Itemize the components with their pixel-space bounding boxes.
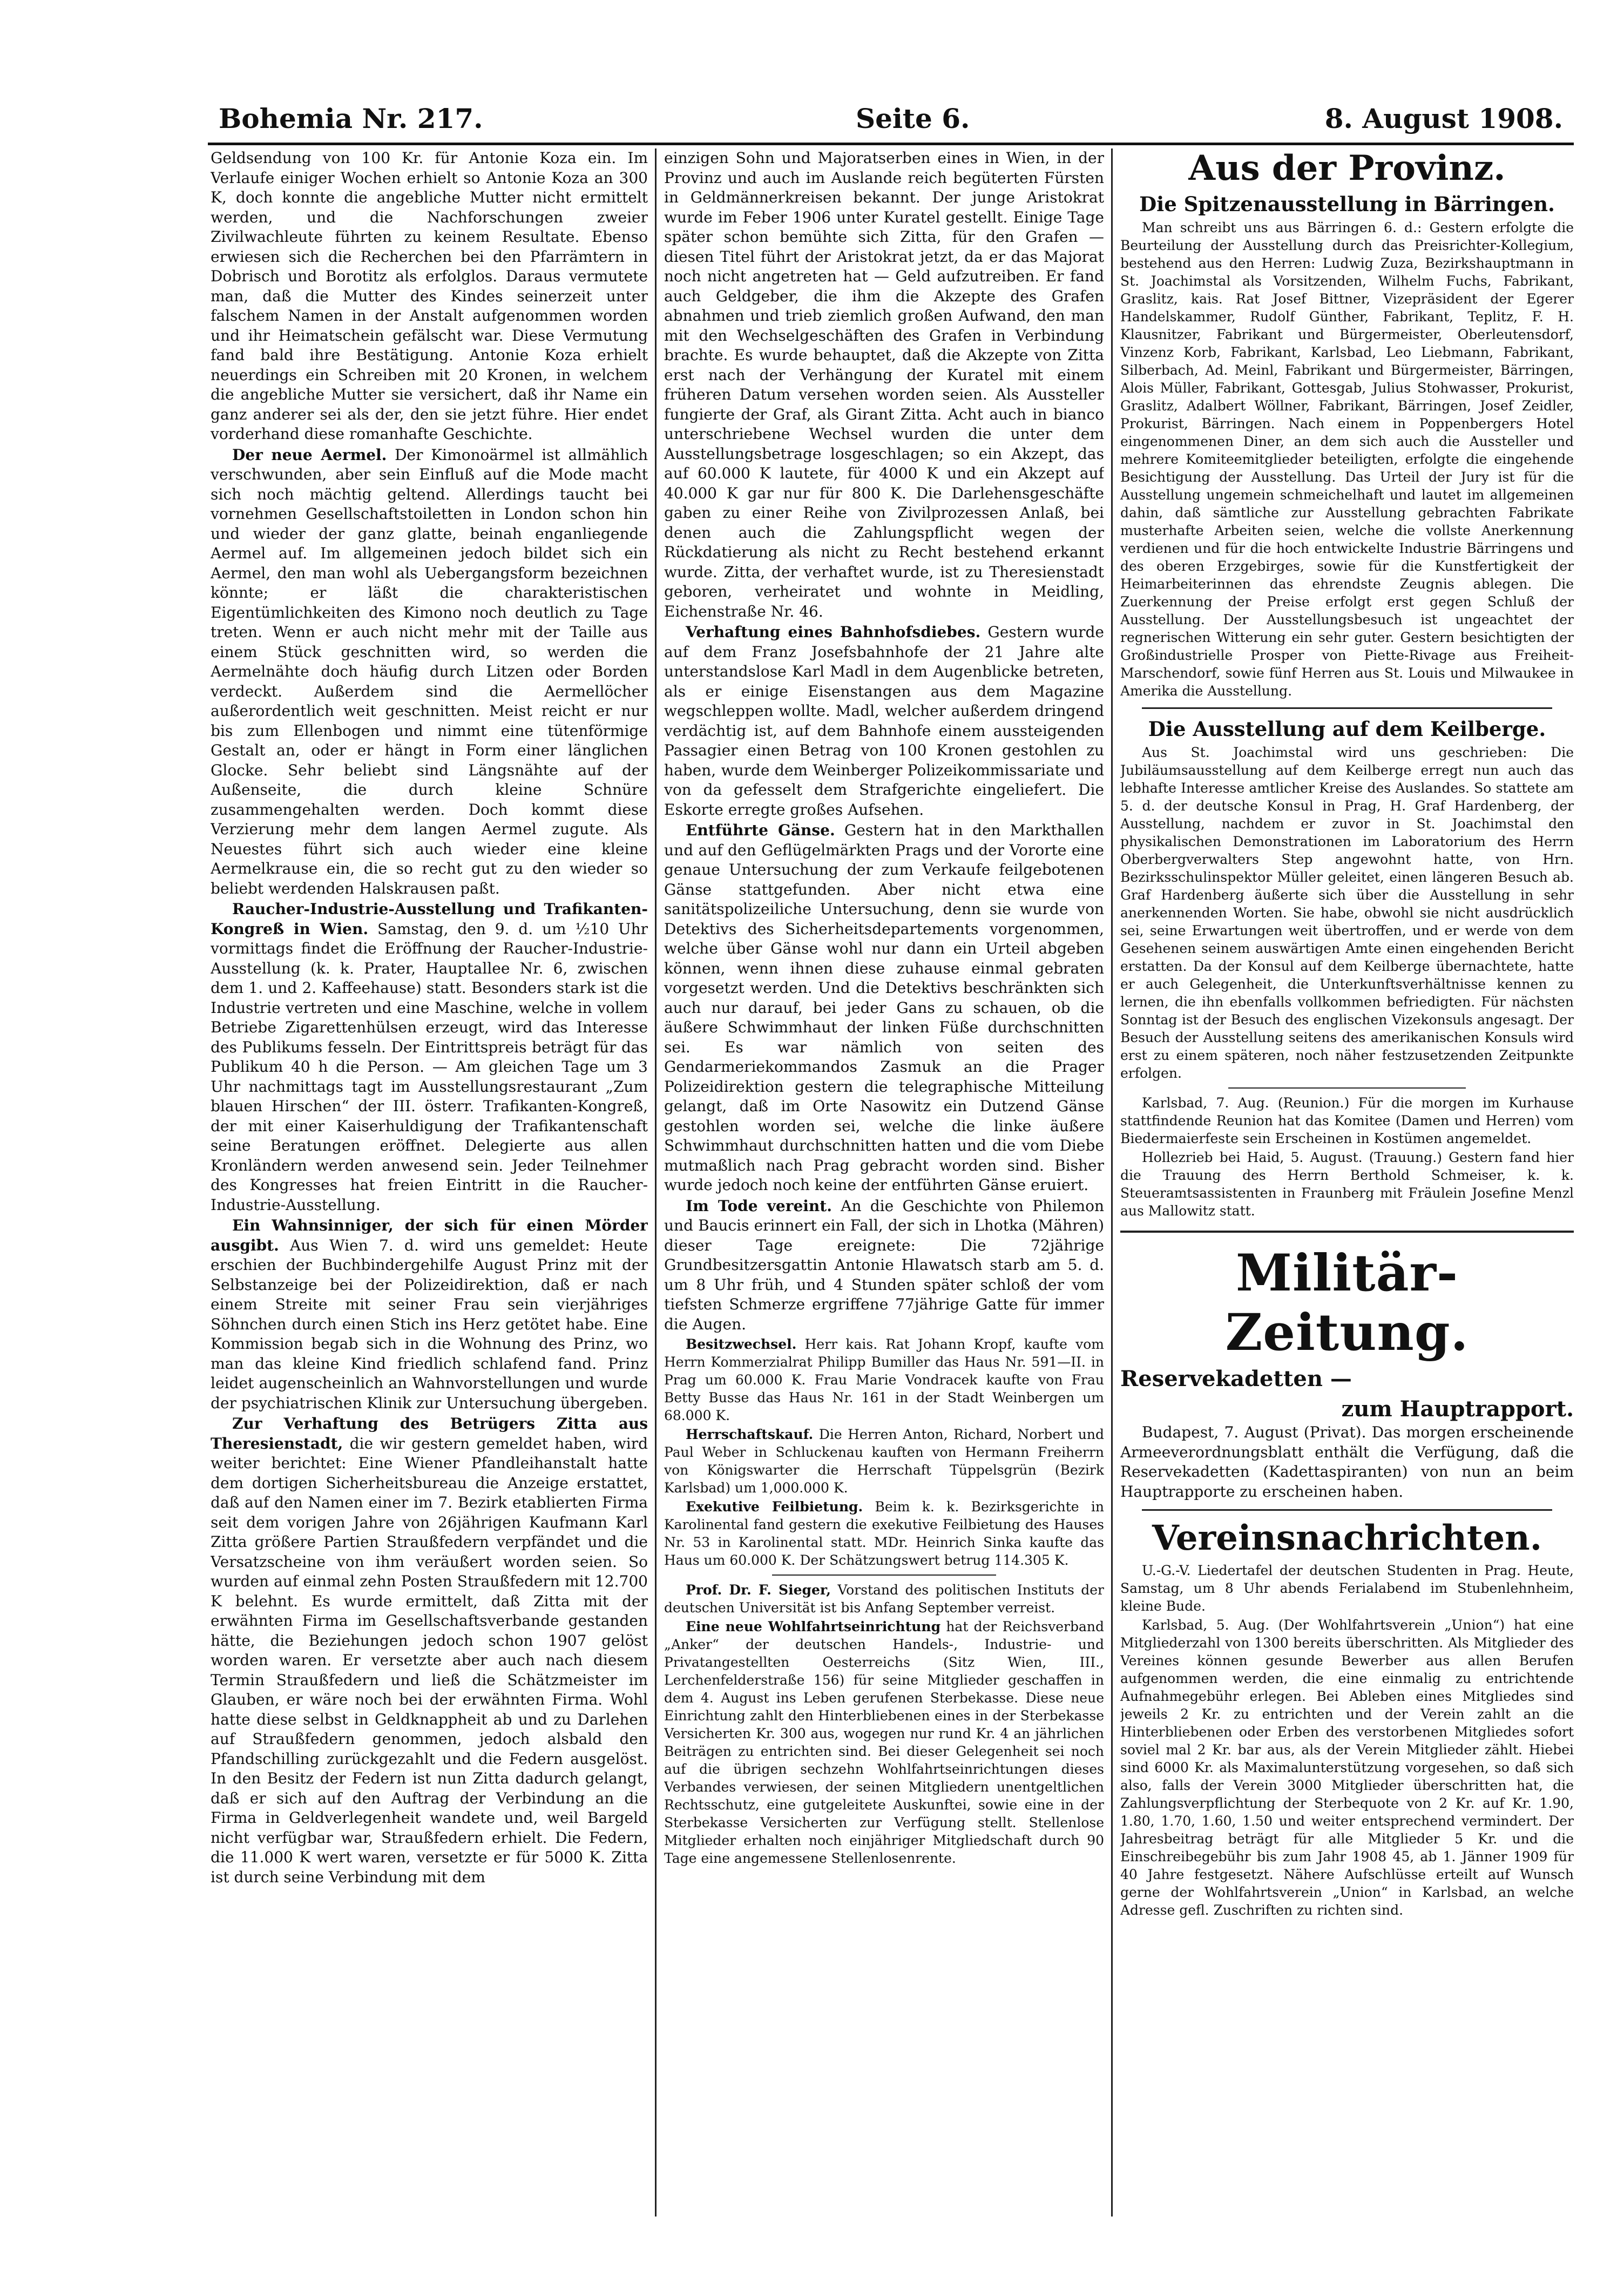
article-subtitle: Reservekadetten — bbox=[1120, 1366, 1352, 1391]
article-spitzen: Man schreibt uns aus Bärringen 6. d.: Gestern erfolgte die Beurteilung der Ausstellung durch das Preisrichter-Kollegium, bestehend aus den Herren: Ludwig Zuza, Bezirkshauptmann in St. Joachimstal als Vorsitzenden, Wilhelm Fuchs, Fabrikant, Graslitz, kais. Rat Josef Bittner, Vizepräsident der Egerer Handelskammer, Rudolf Günther, Fabrikant, Teplitz, F. H. Klausnitzer, Fabrikant und Bürgermeister, Oberleutensdorf, Vinzenz Korb, Fabrikant, Karlsbad, Leo Liebmann, Fabrikant, Silberbach, Ad. Meinl, Fabrikant und Bürgermeister, Bärringen, Alois Müller, Fabrikant, Gottesgab, Julius Stohwasser, Prokurist, Graslitz, Adalbert Wöllner, Fabrikant, Bärringen, Josef Zeidler, Prokurist, Bärringen. Nach einem in Poppenbergers Hotel eingenommenen Diner, an dem sich auch die Aussteller und mehrere Komiteemitglieder beteiligten, erfolgte die eingehende Besichtigung der Ausstellung. Das Urteil der Jury ist für die Ausstellung ungemein schmeichelhaft und lautet im allgemeinen dahin, daß sämtliche zur Ausstellung gebrachten Fabrikate musterhafte Arbeiten seien, welche die vollste Anerkennung verdienen und für die hoch entwickelte Industrie Bärringens und des oberen Erzgebirges, sowie für die Kunstfertigkeit der Heimarbeiterinnen das ehrendste Zeugnis ablegen. Die Zuerkennung der Preise erfolgt erst gegen Schluß der Ausstellung. Der Ausstellungsbesuch ist ungeachtet der regnerischen Witterung ein sehr guter. Gestern besichtigten der Großindustrielle Prosper von Piette-Rivage aus Freiheit-Marschendorf, sowie fünf Herren aus St. Louis und Milwaukee in Amerika die Ausstellung. bbox=[1120, 220, 1574, 699]
column-1 bbox=[211, 148, 648, 1888]
article-body: hat der Reichsverband „Anker“ der deutschen Handels-, Industrie- und Privatangestellten Oesterreichs (Sitz Wien, III., Lerchenfelderstraße 156) für seine Mitglieder geschaffen in dem 4. August ins Leben gerufenen Sterbekasse. Diese neue Einrichtung zahlt den Hinterbliebenen eines in der Sterbekasse Versicherten Kr. 300 aus, wogegen nur rund Kr. 4 an jährlichen Beiträgen zu entrichten sind. Bei dieser Gelegenheit sei noch auf die übrigen sechzehn Wohlfahrtseinrichtungen dieses Verbandes verwiesen, der seinen Mitgliedern unentgeltlichen Rechtsschutz, eine gutgeleitete Auskunftei, sowie eine in der Sterbekasse Versicherten zur Verfügung stellt. Stellenlose Mitglieder erhalten noch einjähriger Mitgliedschaft durch 90 Tage eine angemessene Stellenlosenrente. bbox=[664, 1619, 1104, 1866]
article-lead: Verhaftung eines Bahnhofsdiebes. bbox=[686, 623, 981, 641]
newspaper-page bbox=[208, 97, 1579, 2219]
article-body: Der Kimonoärmel ist allmählich verschwunden, aber sein Einfluß auf die Mode macht sich noch mächtig geltend. Allerdings taucht bei vornehmen Gesellschaftstoiletten in London schon hin und wieder der ganz glatte, beinah enganliegende Aermel auf. Im allgemeinen jedoch bildet sich ein Aermel, den man wohl als Uebergangsform bezeichnen könnte; er läßt die charakteristischen Eigentümlichkeiten des Kimono noch deutlich zu Tage treten. Wenn er auch nicht mehr mit der Taille aus einem Stück geschnitten wird, so werden die Aermelnähte doch häufig durch Litzen oder Borden verdeckt. Außerdem sind die Aermellöcher außerordentlich weit geschnitten. Meist reicht er nur bis zum Ellenbogen und nimmt eine tütenförmige Gestalt an, oder er hängt in Form einer länglichen Glocke. Sehr beliebt sind Längsnähte auf der Außenseite, die durch kleine Schnüre zusammengehalten werden. Doch kommt diese Verzierung mehr dem langen Aermel zugute. Als Neuestes führt sich auch wieder eine kleine Aermelkrause ein, die so recht gut zu den wieder so beliebt werdenden Halskrausen paßt. bbox=[211, 445, 648, 897]
article-lead: Im Tode vereint. bbox=[686, 1197, 832, 1215]
article-lead: Entführte Gänse. bbox=[686, 821, 835, 839]
article-union: Karlsbad, 5. Aug. (Der Wohlfahrtsverein „Union“) hat eine Mitgliederzahl von 1300 bereits überschritten. Als Mitglieder des Vereines können gesunde Bewerber aus allen Berufen aufgenommen werden, die eine einmalig zu entrichtende Aufnahmegebühr erlegen. Bei Ableben eines Mitgliedes sind jeweils 2 Kr. zu entrichten und der Verein zahlt an die Hinterbliebenen oder Erben des verstorbenen Mitgliedes sofort soviel mal 2 Kr. bar aus, als der Verein Mitglieder zählt. Hiebei sind 6000 Kr. als Maximalunterstützung vorgesehen, so daß sich also, falls der Verein 3000 Mitglieder überschritten hat, die Zahlungsverpflichtung der Sterbequote von 2 Kr. auf Kr. 1.90, 1.80, 1.70, 1.60, 1.50 und weiter entsprechend vermindert. Der Jahresbeitrag beträgt für alle Mitglieder 5 Kr. und die Einschreibegebühr bis zum Jahr 1908 45, ab 1. Jänner 1909 für 40 Jahre festgesetzt. Nähere Aufschlüsse erteilt auf Wunsch gerne der Wohlfahrtsverein „Union“ in Karlsbad, an welche Adresse gefl. Zuschriften zu richten sind. bbox=[1120, 1617, 1574, 1918]
article-body: An die Geschichte von Philemon und Baucis erinnert ein Fall, der sich in Lhotka (Mähren) dieser Tage ereignete: Die 72jährige Grundbesitzersgattin Antonie Hlawatsch starb am 5. d. um 8 Uhr früh, und 4 Stunden später schloß der vom tiefsten Schmerze ergriffene 77jährige Gatte für immer die Augen. bbox=[664, 1197, 1104, 1333]
paper-issue: Bohemia Nr. 217. bbox=[219, 103, 483, 134]
article-body: Beim k. k. Bezirksgerichte in Karolinental fand gestern die exekutive Feilbietung des Hauses Nr. 53 in Karolinental statt. MDr. Heinrich Sinka kaufte das Haus um 60.000 K. Der Schätzungswert betrug 114.305 K. bbox=[664, 1499, 1104, 1568]
column-rule bbox=[1111, 148, 1113, 2217]
article-lead: Raucher-Industrie-Ausstellung und Trafikanten-Kongreß in Wien. bbox=[211, 900, 648, 938]
article-reservekadetten: Budapest, 7. August (Privat). Das morgen erscheinende Armeeverordnungsblatt enthält die Verfügung, daß die Reservekadetten (Kadettaspiranten) von nun an beim Hauptrapporte zu erscheinen haben. bbox=[1120, 1423, 1574, 1501]
article-lead: Prof. Dr. F. Sieger, bbox=[686, 1582, 831, 1598]
section-title-provinz: Aus der Provinz. bbox=[1188, 148, 1506, 188]
article-subtitle: zum Hauptrapport. bbox=[1341, 1396, 1574, 1422]
page-number: Seite 6. bbox=[856, 103, 970, 134]
article-lead: Der neue Aermel. bbox=[232, 445, 387, 464]
article-liedertafel: U.-G.-V. Liedertafel der deutschen Studenten in Prag. Heute, Samstag, um 8 Uhr abends Ferialabend im Stubenlehnheim, kleine Bude. bbox=[1120, 1563, 1574, 1614]
article-herrschaftskauf bbox=[664, 1425, 1104, 1497]
article-bahnhofsdieb bbox=[664, 623, 1104, 820]
article-hollezrieb: Hollezrieb bei Haid, 5. August. (Trauung.) Gestern fand hier die Trauung des Herrn Berthold Schmeiser, k. k. Steueramtsassistenten in Fraunberg mit Fräulein Josefine Menzl aus Mallowitz statt. bbox=[1120, 1150, 1574, 1219]
column-rule bbox=[655, 148, 657, 2217]
section-title-militaer: Militär-Zeitung. bbox=[1225, 1244, 1469, 1362]
divider bbox=[1228, 1087, 1466, 1089]
divider bbox=[1120, 1231, 1574, 1233]
article-feilbietung bbox=[664, 1498, 1104, 1569]
article-body: Die Herren Anton, Richard, Norbert und Paul Weber in Schluckenau kauften von Hermann Freiherrn von Königswarter die Herrschaft Tüppelsgrün (Bezirk Karlsbad) um 1,000.000 K. bbox=[664, 1427, 1104, 1496]
article-besitzwechsel bbox=[664, 1335, 1104, 1424]
article-body: Vorstand des politischen Instituts der deutschen Universität ist bis Anfang September verreist. bbox=[664, 1582, 1104, 1616]
article-wahnsinniger bbox=[211, 1216, 648, 1413]
article-lead: Herrschaftskauf. bbox=[686, 1427, 814, 1442]
article-lead: Ein Wahnsinniger, der sich für einen Mörder ausgibt. bbox=[211, 1217, 648, 1254]
divider bbox=[1142, 1509, 1552, 1511]
header-rule bbox=[208, 143, 1574, 145]
article-lead: Eine neue Wohlfahrtseinrichtung bbox=[686, 1619, 941, 1634]
article-lead: Exekutive Feilbietung. bbox=[686, 1499, 863, 1515]
article-zitta-continued: einzigen Sohn und Majoratserben eines in Wien, in der Provinz und auch im Auslande reich begüterten Fürsten in Geldmännerkreisen bekannt. Der junge Aristokrat wurde im Feber 1906 unter Kuratel gestellt. Einige Tage später schon bemühte sich Zitta, für den Grafen — diesen Titel führt der Aristokrat jetzt, da er das Majorat noch nicht angetreten hat — Geld aufzutreiben. Er fand auch Geldgeber, die ihm die Akzepte des Grafen abnahmen und trieb ziemlich großen Aufwand, den man mit den Wechselgeschäften des Grafen in Verbindung brachte. Es wurde behauptet, daß die Akzepte von Zitta erst nach der Verhängung der Kuratel mit einem früheren Datum versehen worden seien. Als Aussteller fungierte der Graf, als Girant Zitta. Acht auch in bianco unterschriebene Wechsel wurden die unter dem Ausstellungsbetrage losgeschlagen; so ein Akzept, das auf 60.000 K lautete, für 4000 K und ein Akzept auf 40.000 K gar nur für 800 K. Die Darlehensgeschäfte gaben zu einer Reihe von Zivilprozessen Anlaß, bei denen auch die Zahlungspflicht wegen der Rückdatierung als nicht zu Recht bestehend erkannt wurde. Zitta, der verhaftet wurde, ist zu Theresienstadt geboren, verheiratet und wohnte in Meidling, Eichenstraße Nr. 46. bbox=[664, 149, 1104, 620]
section-title-vereine: Vereinsnachrichten. bbox=[1152, 1518, 1542, 1558]
column-3 bbox=[1120, 148, 1574, 1920]
issue-date: 8. August 1908. bbox=[1324, 103, 1563, 134]
article-wohlfahrt bbox=[664, 1618, 1104, 1867]
divider bbox=[1142, 707, 1552, 709]
article-body: Samstag, den 9. d. um ½10 Uhr vormittags findet die Eröffnung der Raucher-Industrie-Ausstellung (k. k. Prater, Hauptallee Nr. 6, zwischen dem 1. und 2. Kaffeehause) statt. Besonders stark ist die Industrie vertreten und eine Maschine, welche in vollem Betriebe Zigarettenhülsen erzeugt, wird das Interesse des Publikums fesseln. Der Eintrittspreis beträgt für das Publikum 40 h die Person. — Am gleichen Tage um 3 Uhr nachmittags tagt im Ausstellungsrestaurant „Zum blauen Hirschen“ der III. österr. Trafikanten-Kongreß, der mit einer Kaiserhuldigung der Trafikantenschaft seine Beratungen eröffnet. Delegierte aus allen Kronländern werden anwesend sein. Jeder Teilnehmer des Kongresses hat freien Eintritt in die Raucher-Industrie-Ausstellung. bbox=[211, 920, 648, 1214]
article-lead: Besitzwechsel. bbox=[686, 1336, 797, 1352]
divider bbox=[772, 1575, 996, 1576]
article-aermel bbox=[211, 445, 648, 899]
article-keilberg: Aus St. Joachimstal wird uns geschrieben: Die Jubiläumsausstellung auf dem Keilberge erregt nun auch das lebhafte Interesse amtlicher Kreise des Auslandes. So stattete am 5. d. der deutsche Konsul in Prag, H. Graf Hardenberg, der Ausstellung, nachdem er zuvor in St. Joachimstal den physikalischen Demonstrationen im Laboratorium des Herrn Oberbergverwalters Step angewohnt hatte, von Hrn. Bezirksschulinspektor Müller geleitet, einen längeren Besuch ab. Graf Hardenberg äußerte sich über die Ausstellung in sehr anerkennenden Worten. Sie habe, obwohl sie nicht ausdrücklich sei, seine Erwartungen weit übertroffen, und er werde von dem Gesehenen seinem auswärtigen Amte einen eingehenden Bericht erstatten. Da der Konsul auf dem Keilberge übernachtete, hatte er auch Gelegenheit, die Unterkunftsverhältnisse kennen zu lernen, die ihn ebenfalls vollkommen befriedigten. Für nächsten Sonntag ist der Besuch des englischen Vizekonsuls angesagt. Der Besuch der Ausstellung seitens des amerikanischen Konsuls wird erst zu einem späteren, noch näher festzusetzenden Zeitpunkte erfolgen. bbox=[1120, 745, 1574, 1081]
article-body: die wir gestern gemeldet haben, wird weiter berichtet: Eine Wiener Pfandleihanstalt hatte dem dortigen Sicherheitsbureau die Anzeige erstattet, daß auf den Namen einer im 7. Bezirk etablierten Firma seit dem vorigen Jahre von 26jährigen Kaufmann Karl Zitta größere Partien Straußfedern verpfändet und die Versatzscheine von ihm veräußert worden seien. So wurden auf einmal zehn Posten Straußfedern mit 12.700 K belehnt. Es wurde ermittelt, daß Zitta mit der erwähnten Firma im Gesellschaftsverbande gestanden hätte, die Beziehungen jedoch schon 1907 gelöst worden waren. Er versetzte aber auch nach diesem Termin Straußfedern und ließ die Schätzmeister im Glauben, er wäre noch bei der erwähnten Firma. Wohl hatte diese selbst in Geldknappheit ab und zu Darlehen auf Straußfedern genommen, jedoch alsbald den Pfandschilling zurückgezahlt und die Federn ausgelöst. In den Besitz der Federn ist nun Zitta dadurch gelangt, daß er sich auf den Auftrag der Verbindung an die Firma in Geldverlegenheit wandete und, weil Bargeld nicht verfügbar war, Straußfedern erhielt. Die Federn, die 11.000 K wert waren, versetzte er für 5000 K. Zitta ist durch seine Verbindung mit dem bbox=[211, 1434, 648, 1886]
article-title-keilberg: Die Ausstellung auf dem Keilberge. bbox=[1148, 717, 1546, 741]
article-body: Aus Wien 7. d. wird uns gemeldet: Heute erschien der Buchbindergehilfe August Prinz mit der Selbstanzeige bei der Polizeidirektion, daß er nach einem Streite mit seiner Frau sein vierjähriges Söhnchen durch einen Stich ins Herz getötet habe. Eine Kommission begab sich in die Wohnung des Prinz, wo man das kleine Kind friedlich schlafend fand. Prinz leidet augenscheinlich an Wahnvorstellungen und wurde der psychiatrischen Klinik zur Untersuchung übergeben. bbox=[211, 1236, 648, 1412]
article-title-spitzen: Die Spitzenausstellung in Bärringen. bbox=[1139, 192, 1555, 216]
article-body: Gestern hat in den Markthallen und auf den Geflügelmärkten Prags und der Vororte eine genaue Untersuchung der zum Verkaufe feilgebotenen Gänse stattgefunden. Aber nicht etwa eine sanitätspolizeiliche Untersuchung, denn sie wurde von Detektivs des Sicherheitsdepartements vorgenommen, welche über Gänse wohl nur dann ein Urteil abgeben können, wenn ihnen diese zuhause einmal gebraten vorgesetzt werden. Und die Detektivs beschränkten sich auch nur darauf, bei jeder Gans zu schauen, ob die äußere Schwimmhaut der linken Füße durchschnitten sei. Es war nämlich von seiten des Gendarmeriekommandos Zasmuk an die Prager Polizeidirektion gestern die telegraphische Mitteilung gelangt, daß im Orte Nasowitz ein Dutzend Gänse gestohlen worden sei, welche die linke äußere Schwimmhaut durchschnitten hatten und die vom Diebe mutmaßlich nach Prag gebracht worden sind. Bisher wurde jedoch noch keine der entführten Gänse eruiert. bbox=[664, 821, 1104, 1194]
article-gaense bbox=[664, 821, 1104, 1195]
article-karlsbad-reunion: Karlsbad, 7. Aug. (Reunion.) Für die morgen im Kurhause stattfindende Reunion hat das Komitee (Damen und Herren) vom Biedermaierfeste sein Erscheinen in Kostümen angemeldet. bbox=[1120, 1095, 1574, 1146]
article-im-tode-vereint bbox=[664, 1197, 1104, 1335]
page-header bbox=[208, 97, 1568, 140]
article-koza-continued: Geldsendung von 100 Kr. für Antonie Koza ein. Im Verlaufe einiger Wochen erhielt so Antonie Koza an 300 K, doch konnte die angebliche Mutter nicht ermittelt werden, und die Nachforschungen zweier Zivilwachleute führten zu keinem Resultate. Ebenso erwiesen sich die Recherchen bei den Pfarrämtern in Dobrisch und Borotitz als erfolglos. Daraus vermutete man, daß die Mutter des Kindes seinerzeit unter falschem Namen in der Anstalt aufgenommen worden und ihr Heimatschein gefälscht war. Diese Vermutung fand bald ihre Bestätigung. Antonie Koza erhielt neuerdings ein Schreiben mit 20 Kronen, in welchem die angebliche Mutter sie versichert, daß ihr Name ein ganz anderer sei als der, den sie jetzt führe. Hier endet vorderhand diese romanhafte Geschichte. bbox=[211, 149, 648, 443]
article-lead: Zur Verhaftung des Betrügers Zitta aus Theresienstadt, bbox=[211, 1415, 648, 1452]
article-zitta bbox=[211, 1414, 648, 1887]
article-body: Herr kais. Rat Johann Kropf, kaufte vom Herrn Kommerzialrat Philipp Bumiller das Haus Nr. 591—II. in Prag um 60.000 K. Frau Marie Vondracek kaufte von Frau Betty Busse das Haus Nr. 161 in der Stadt Weinbergen um 68.000 K. bbox=[664, 1336, 1104, 1423]
article-sieger bbox=[664, 1581, 1104, 1617]
article-body: Gestern wurde auf dem Franz Josefsbahnhofe der 21 Jahre alte unterstandslose Karl Madl in dem Augenblicke betreten, als er einige Eisenstangen aus dem Magazine wegschleppen wollte. Madl, welcher außerdem dringend verdächtig ist, auf dem Bahnhofe einem aussteigenden Passagier einen Betrag von 100 Kronen gestohlen zu haben, wurde dem Weinberger Polizeikommissariate und von da gefesselt dem Strafgerichte eingeliefert. Die Eskorte erregte großes Aufsehen. bbox=[664, 623, 1104, 819]
column-2 bbox=[664, 148, 1104, 1868]
article-raucher bbox=[211, 900, 648, 1215]
